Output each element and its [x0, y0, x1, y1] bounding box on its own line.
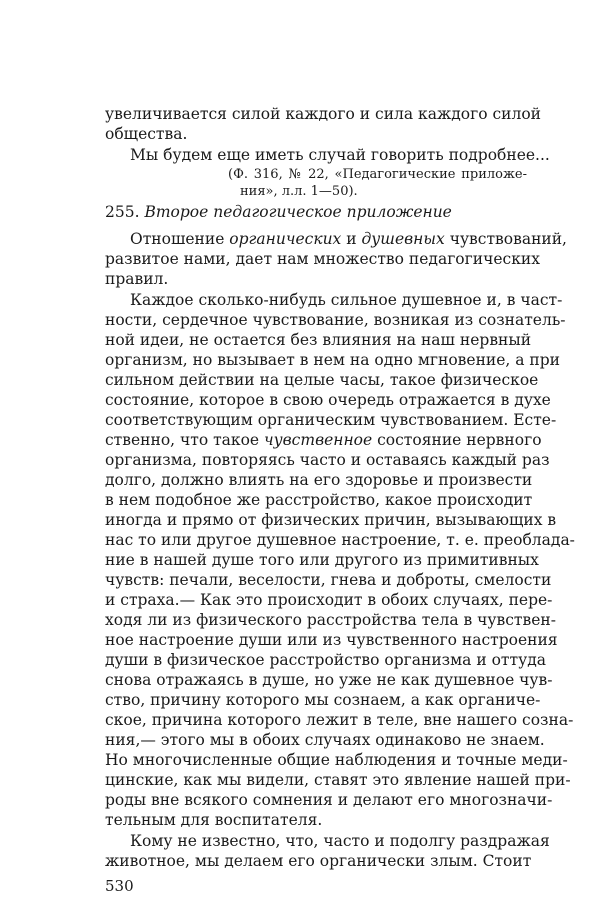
body-line: соответствующим органическим чувствованием. Есте-: [105, 411, 557, 429]
body-line: Кому не известно, что, часто и подолгу раздражая: [130, 832, 550, 850]
remark-line: Мы будем еще иметь случай говорить подробнее...: [130, 146, 550, 164]
body-line: Отношение органических и душевных чувствований,: [130, 230, 567, 248]
citation-line: ния», л.л. 1—50).: [240, 184, 358, 199]
body-line: увеличивается силой каждого и сила каждого силой: [105, 105, 542, 123]
body-line: ние в нашей душе того или другого из примитивных: [105, 551, 539, 569]
body-line: ственно, что такое чувственное состояние нервного: [105, 431, 542, 449]
body-line: сильном действии на целые часы, такое физическое: [105, 371, 539, 389]
body-line: Каждое сколько-нибудь сильное душевное и, в част-: [130, 291, 563, 309]
section-number: 255.: [105, 203, 140, 221]
body-line: и страха.— Как это происходит в обоих случаях, пере-: [105, 591, 553, 609]
body-line: ское, причина которого лежит в теле, вне нашего созна-: [105, 711, 574, 729]
body-line: развитое нами, дает нам множество педагогических: [105, 250, 540, 268]
body-line: нас то или другое душевное настроение, т. е. преоблада-: [105, 531, 575, 549]
body-line: долго, должно влиять на его здоровье и произвести: [105, 471, 533, 489]
body-line: организма, повторяясь часто и оставаясь каждый раз: [105, 451, 550, 469]
page-number: 530: [105, 877, 134, 895]
italic-term: душевных: [361, 230, 445, 248]
body-line: ности, сердечное чувствование, возникая из сознатель-: [105, 311, 566, 329]
body-line: иногда и прямо от физических причин, вызывающих в: [105, 511, 557, 529]
section-heading: [105, 202, 452, 222]
body-line: ное настроение души или из чувственного настроения: [105, 631, 558, 649]
body-line: животное, мы делаем его органически злым. Стоит: [105, 852, 532, 870]
body-line: роды вне всякого сомнения и делают его многозначи-: [105, 791, 553, 809]
body-line: общества.: [105, 125, 188, 143]
body-line: организм, но вызывает в нем на одно мгновение, а при: [105, 351, 561, 369]
body-line: ходя ли из физического расстройства тела в чувствен-: [105, 611, 556, 629]
body-line: тельным для воспитателя.: [105, 811, 323, 829]
body-line: цинские, как мы видели, ставят это явление нашей при-: [105, 771, 571, 789]
body-line: в нем подобное же расстройство, какое происходит: [105, 491, 533, 509]
italic-term: органических: [229, 230, 342, 248]
body-line: ния,— этого мы в обоих случаях одинаково не знаем.: [105, 731, 545, 749]
italic-term: чувственное: [264, 431, 373, 449]
body-line: ство, причину которого мы сознаем, а как органиче-: [105, 691, 541, 709]
body-line: ной идеи, не остается без влияния на наш нервный: [105, 331, 532, 349]
body-line: чувств: печали, веселости, гнева и доброты, смелости: [105, 571, 552, 589]
body-line: души в физическое расстройство организма и оттуда: [105, 651, 546, 669]
body-line: Но многочисленные общие наблюдения и точные меди-: [105, 751, 568, 769]
body-line: снова отражаясь в душе, но уже не как душевное чув-: [105, 671, 553, 689]
body-line: правил.: [105, 270, 169, 288]
body-line: состояние, которое в свою очередь отражается в духе: [105, 391, 551, 409]
section-title: Второе педагогическое приложение: [144, 203, 452, 221]
citation-line: (Ф. 316, № 22, «Педагогические приложе-: [228, 167, 527, 182]
